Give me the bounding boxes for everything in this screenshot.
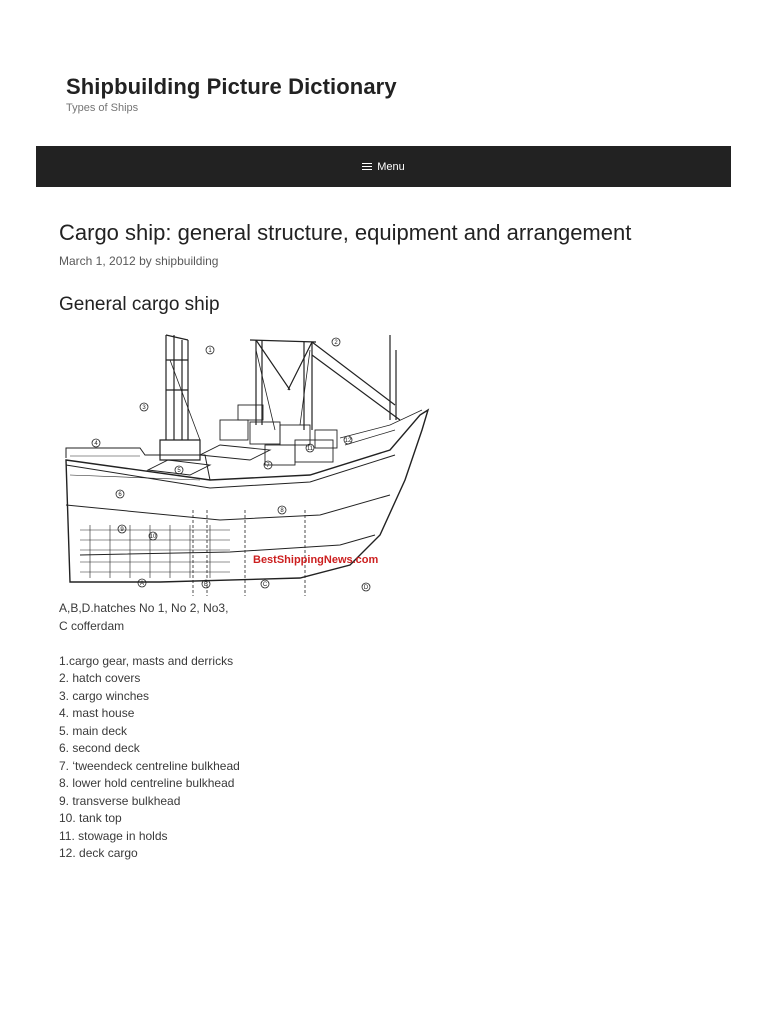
callout-label: D [363,585,369,591]
callout-label: 11 [306,446,314,452]
legend-item: 4. mast house [59,706,135,720]
callout-label: 7 [266,463,270,469]
section-heading: General cargo ship [59,294,220,315]
callout-label: 10 [149,534,157,540]
callout-label: C [262,582,268,588]
callout-label: A [139,581,145,587]
legend-item: 1.cargo gear, masts and derricks [59,653,234,668]
post-by: by [139,254,152,268]
hatches-line-1: A,B,D.hatches No 1, No 2, No3, [59,601,229,615]
callout-label: 9 [120,527,124,533]
legend-item: 5. main deck [59,723,128,738]
legend-item: 7. ‘tweendeck centreline bulkhead [59,758,240,773]
hamburger-icon [362,163,372,171]
mast-fore [250,335,400,430]
menu-label: Menu [377,160,405,173]
post-meta [59,254,218,268]
legend-item: 9. transverse bulkhead [59,793,181,808]
post-author-link[interactable]: shipbuilding [155,254,219,268]
callout-label: 5 [177,468,181,474]
legend-item: 11. stowage in holds [59,828,168,843]
hatches-line-2: C cofferdam [59,618,125,633]
legend-item: 6. second deck [59,741,140,755]
site-tagline: Types of Ships [66,102,139,114]
callout-label: 4 [94,441,98,447]
site-title[interactable]: Shipbuilding Picture Dictionary [66,74,397,99]
site-header [0,0,768,146]
callout-label: 1 [208,348,212,354]
callout-label: 8 [280,508,284,514]
legend-item: 12. deck cargo [59,846,138,860]
menu-toggle-button[interactable] [362,161,405,173]
mast-aft [160,335,200,460]
deck-cargo [220,405,337,465]
callout-label: 2 [334,340,338,346]
legend-item: 2. hatch covers [59,671,141,685]
legend-item: 3. cargo winches [59,688,150,703]
cargo-ship-diagram [60,330,436,596]
main-deck-line [66,455,395,488]
watermark-text: BestShippingNews.com [253,554,379,566]
callout-label: B [203,582,209,588]
legend-item: 8. lower hold centreline bulkhead [59,776,235,790]
second-deck-line [66,495,390,520]
callout-label: 12 [344,438,352,444]
callout-label: 6 [118,492,122,498]
post-title: Cargo ship: general structure, equipment and arrangement [59,220,632,245]
tank-top-line [80,535,375,555]
legend-item: 10. tank top [59,811,122,825]
callout-label: 3 [142,405,146,411]
main-navigation [36,146,731,187]
derrick-booms [170,350,310,440]
post-date-link[interactable]: March 1, 2012 [59,254,136,268]
caption-text [59,600,240,863]
